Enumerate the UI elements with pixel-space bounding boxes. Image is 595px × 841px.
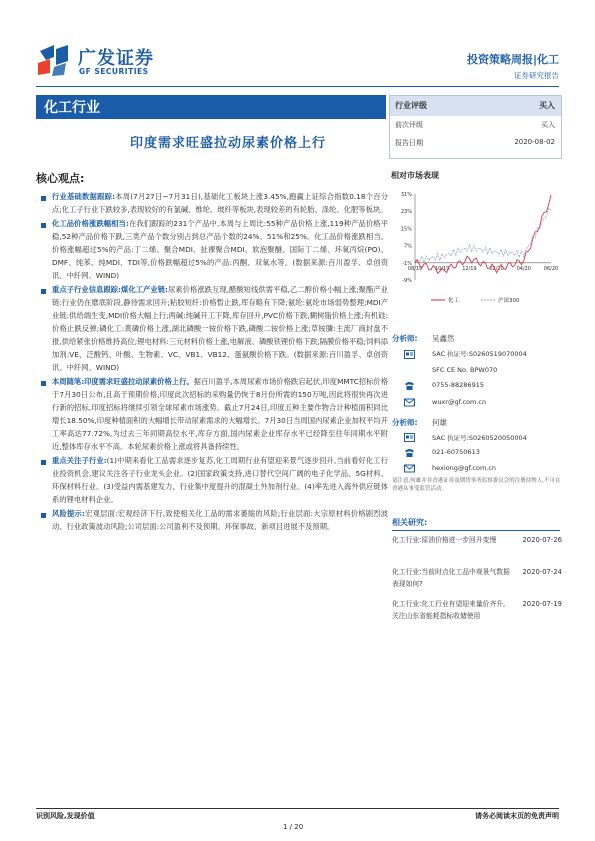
rating-date-value: 2020-08-02 xyxy=(514,138,555,146)
rating-box xyxy=(389,95,562,159)
core-para-text: 本周(7月27日~7月31日),基础化工板块上涨3.45%,跑赢上证综合指数0.18个百分点;化工子行业下跌较多,表现较好的有氯碱、维纶、玻纤等板块,表现较差的有轮胎、涤纶、化肥等板块。 xyxy=(52,192,389,214)
related-item-date: 2020-07-24 xyxy=(522,568,562,576)
series-line-1 xyxy=(415,195,551,273)
core-para-text: 据百川盈孚,本周尿素市场价格跌宕起伏,印度MMTC招标价格于7月30日公布,且高于预期价格,印度此次招标的采购量仍恢于8月份所需的150万吨,因此将很快再次进行新的招标,印度招标将继续引领全球尿素市场涨势。截止7月24日,印度五种主要作物合计种植面积同比增长18.50%,印度种植面积的大幅增长带动尿素需求的大幅增长。7月30日当周国内尿素企业加权平均开工率高达77.72%,为过去三年同期高位水平,库存方面,国内尿素企业库存水平已经降至往年同期水平附近,整体库存水平不高。本轮尿素价格上涨或将具备持续性。 xyxy=(52,376,388,451)
related-item-date: 2020-07-26 xyxy=(522,536,562,544)
related-item-title[interactable]: 化工行业:当前时点化工品中观景气数据表现如何? xyxy=(392,568,510,588)
core-para-lead: 行业基础数据跟踪: xyxy=(52,192,116,201)
related-item[interactable] xyxy=(392,567,562,591)
footer-divider xyxy=(36,808,559,809)
analyst-disclaimer: 请注意,何雄并非香港证券及期货事务监察委员会的注册持牌人,不可在香港从事受监管活动。 xyxy=(392,478,561,493)
core-para-4 xyxy=(40,376,388,454)
related-item[interactable] xyxy=(392,599,562,623)
industry-title: 化工行业 xyxy=(44,100,100,116)
phone-icon xyxy=(404,447,415,458)
footer-disclaimer: 请务必阅读末页的免责声明 xyxy=(475,812,559,820)
series-line-2 xyxy=(415,208,551,263)
x-tick-label: 04/20 xyxy=(516,265,532,272)
analyst-sac-cert: SAC 执证号:S0260520050004 xyxy=(432,434,527,442)
analyst-name: 吴鑫然 xyxy=(432,334,455,343)
analyst-phone: 021-60750613 xyxy=(432,448,480,456)
y-tick-label: 7% xyxy=(404,243,412,250)
related-item[interactable] xyxy=(392,535,562,547)
x-tick-label: 02/20 xyxy=(489,265,504,272)
core-para-lead: 化工品价格涨跌幅相当: xyxy=(52,218,129,228)
phone-icon xyxy=(404,380,415,391)
rating-head-value: 买入 xyxy=(539,101,555,110)
core-para-lead: 风险提示: xyxy=(52,508,85,518)
rating-prev-value: 买入 xyxy=(541,121,555,129)
footer-slogan: 识别风险,发现价值 xyxy=(36,812,95,820)
analyst-phone: 0755-88286915 xyxy=(432,381,484,389)
rating-head-row xyxy=(390,96,561,116)
x-tick-label: 12/19 xyxy=(462,265,477,272)
core-para-3 xyxy=(40,284,388,375)
related-divider xyxy=(392,530,560,531)
related-item-date: 2020-07-19 xyxy=(522,600,562,608)
header-divider xyxy=(36,86,559,87)
brand-name-en: GF SECURITIES xyxy=(79,67,149,76)
core-title: 核心观点: xyxy=(36,172,85,185)
brand-name: 广发证券 xyxy=(78,48,154,69)
x-tick-label: 08/19 xyxy=(407,265,423,272)
related-item-title[interactable]: 化工行业:化工行业有望迎来量价齐升,关注山东省能耗指标收储使用 xyxy=(392,600,506,620)
gf-logo-icon xyxy=(36,43,72,77)
analyst-email: hexiong@gf.com.cn xyxy=(432,464,497,472)
analyst-name: 何雄 xyxy=(432,418,447,427)
relative-performance-chart xyxy=(391,186,559,314)
x-tick-label: 10/19 xyxy=(434,265,450,272)
id-card-icon xyxy=(404,432,415,443)
related-research-title: 相关研究: xyxy=(392,518,428,527)
id-card-icon xyxy=(404,349,415,360)
core-para-text: (1)中期来看化工品需求逐步复苏,化工周期行业有望迎来景气逐步回升,当前看好化工行业投资机会,建议关注各子行业龙头企业。(2)国家政策支持,进口替代空间广阔的电子化学品、5G材料、环保材料行业。(3)受益内需基建发力、行业集中度提升的混凝土外加剂行业。(4)率先进入海外供应链体系的锂电材料企业。 xyxy=(52,455,388,504)
rating-date-label: 报告日期 xyxy=(395,139,423,147)
core-para-1 xyxy=(40,191,388,217)
email-icon xyxy=(404,463,415,474)
core-para-text: 在我们跟踪的231个产品中,本周与上周比:55种产品价格上涨,119种产品价格平稳,52种产品价格下跌,三类产品个数分别占到总产品个数的24%、51%和25%。化工品价格涨跌相当。价格涨幅超过5%的产品:丁二烯、聚合MDI、扯裸聚合MDI、软泡聚醚、国际丁二烯、环氧丙烷(PO)、DMF、纯苯、纯MDI、TDI等,价格跌幅超过5%的产品:丙酮、双氧水等。(数据来源:百川盈孚、卓创资讯、中纤网、WIND) xyxy=(52,218,388,280)
y-tick-label: -1% xyxy=(402,260,412,267)
chart-title: 相对市场表现 xyxy=(391,171,439,180)
y-tick-label: 23% xyxy=(400,209,412,216)
report-subtype: 证券研究报告 xyxy=(514,71,559,80)
core-para-6 xyxy=(40,508,388,534)
core-para-2 xyxy=(40,218,388,283)
rating-prev-label: 前次评级 xyxy=(395,121,423,129)
analyst-label: 分析师: xyxy=(392,334,418,343)
core-para-text: 尿素价格涨跌互现,醋酸短线供需平稳,乙二醇价格小幅上涨;聚酯产业链:行业仍在磨底阶段,静待需求回升;粘胶短纤:价格暂止跌,库存略有下降;氨纶:氨纶市场弱势整理;MDI产业链:供给端生变,MDI价格大幅上行;两碱:纯碱开工下降,库存回升,PVC价格下跌,糊树脂价格上涨;有机硅:价格止跌反弹;磷化工:黄磷价格上涨,湖北磷酸一铵价格下跌,磷酸二铵价格上涨;草铵膦:主流厂商封盘不报,供给紧张价格维持高位;锂电材料:三元材料价格上涨,电解液、磷酸铁锂价格下跌,隔膜价格平稳;饲料添加剂:VE、泛酸钙、叶酸、生物素、VC、VB1、VB12、蛋氨酸价格下跌。(数据来源:百川盈孚、卓创资讯、中纤网、WIND) xyxy=(52,284,388,372)
analyst-email: wuxr@gf.com.cn xyxy=(432,398,487,406)
rating-head-label: 行业评级 xyxy=(395,101,427,110)
legend-label-1: 化工 xyxy=(448,298,460,304)
core-para-5 xyxy=(40,455,388,507)
legend-label-2: 沪深300 xyxy=(498,298,520,304)
page-number: 1 / 20 xyxy=(283,823,304,831)
y-tick-label: 15% xyxy=(400,226,412,233)
report-type: 投资策略周报|化工 xyxy=(466,53,559,66)
report-subtitle: 印度需求旺盛拉动尿素价格上行 xyxy=(130,136,327,151)
analyst-label: 分析师: xyxy=(392,418,418,427)
core-para-lead: 重点关注子行业: xyxy=(52,455,107,465)
y-tick-label: -9% xyxy=(402,278,412,284)
core-body xyxy=(40,191,388,535)
core-para-lead: 重点子行业信息跟踪:煤化工产业链: xyxy=(52,284,168,294)
analyst-sfc-ce: SFC CE No. BPW070 xyxy=(432,366,498,374)
core-para-text: 宏观层面:宏观经济下行,致使相关化工品的需求萎缩的风险;行业层面:大宗原材料价格剧烈波动、行业政策波动风险;公司层面:公司盈利不及预期、环保事故、新项目进展不及预期。 xyxy=(52,508,388,531)
related-item-title[interactable]: 化工行业:原油价格进一步回升变慢 xyxy=(392,536,497,544)
email-icon xyxy=(404,397,415,408)
core-para-lead: 本周随笔:印度需求旺盛拉动尿素价格上行。 xyxy=(52,376,194,386)
analyst-sac-cert: SAC 执证号:S0260519070004 xyxy=(432,350,527,358)
y-tick-label: 31% xyxy=(400,192,412,198)
x-tick-label: 06/20 xyxy=(543,265,559,272)
